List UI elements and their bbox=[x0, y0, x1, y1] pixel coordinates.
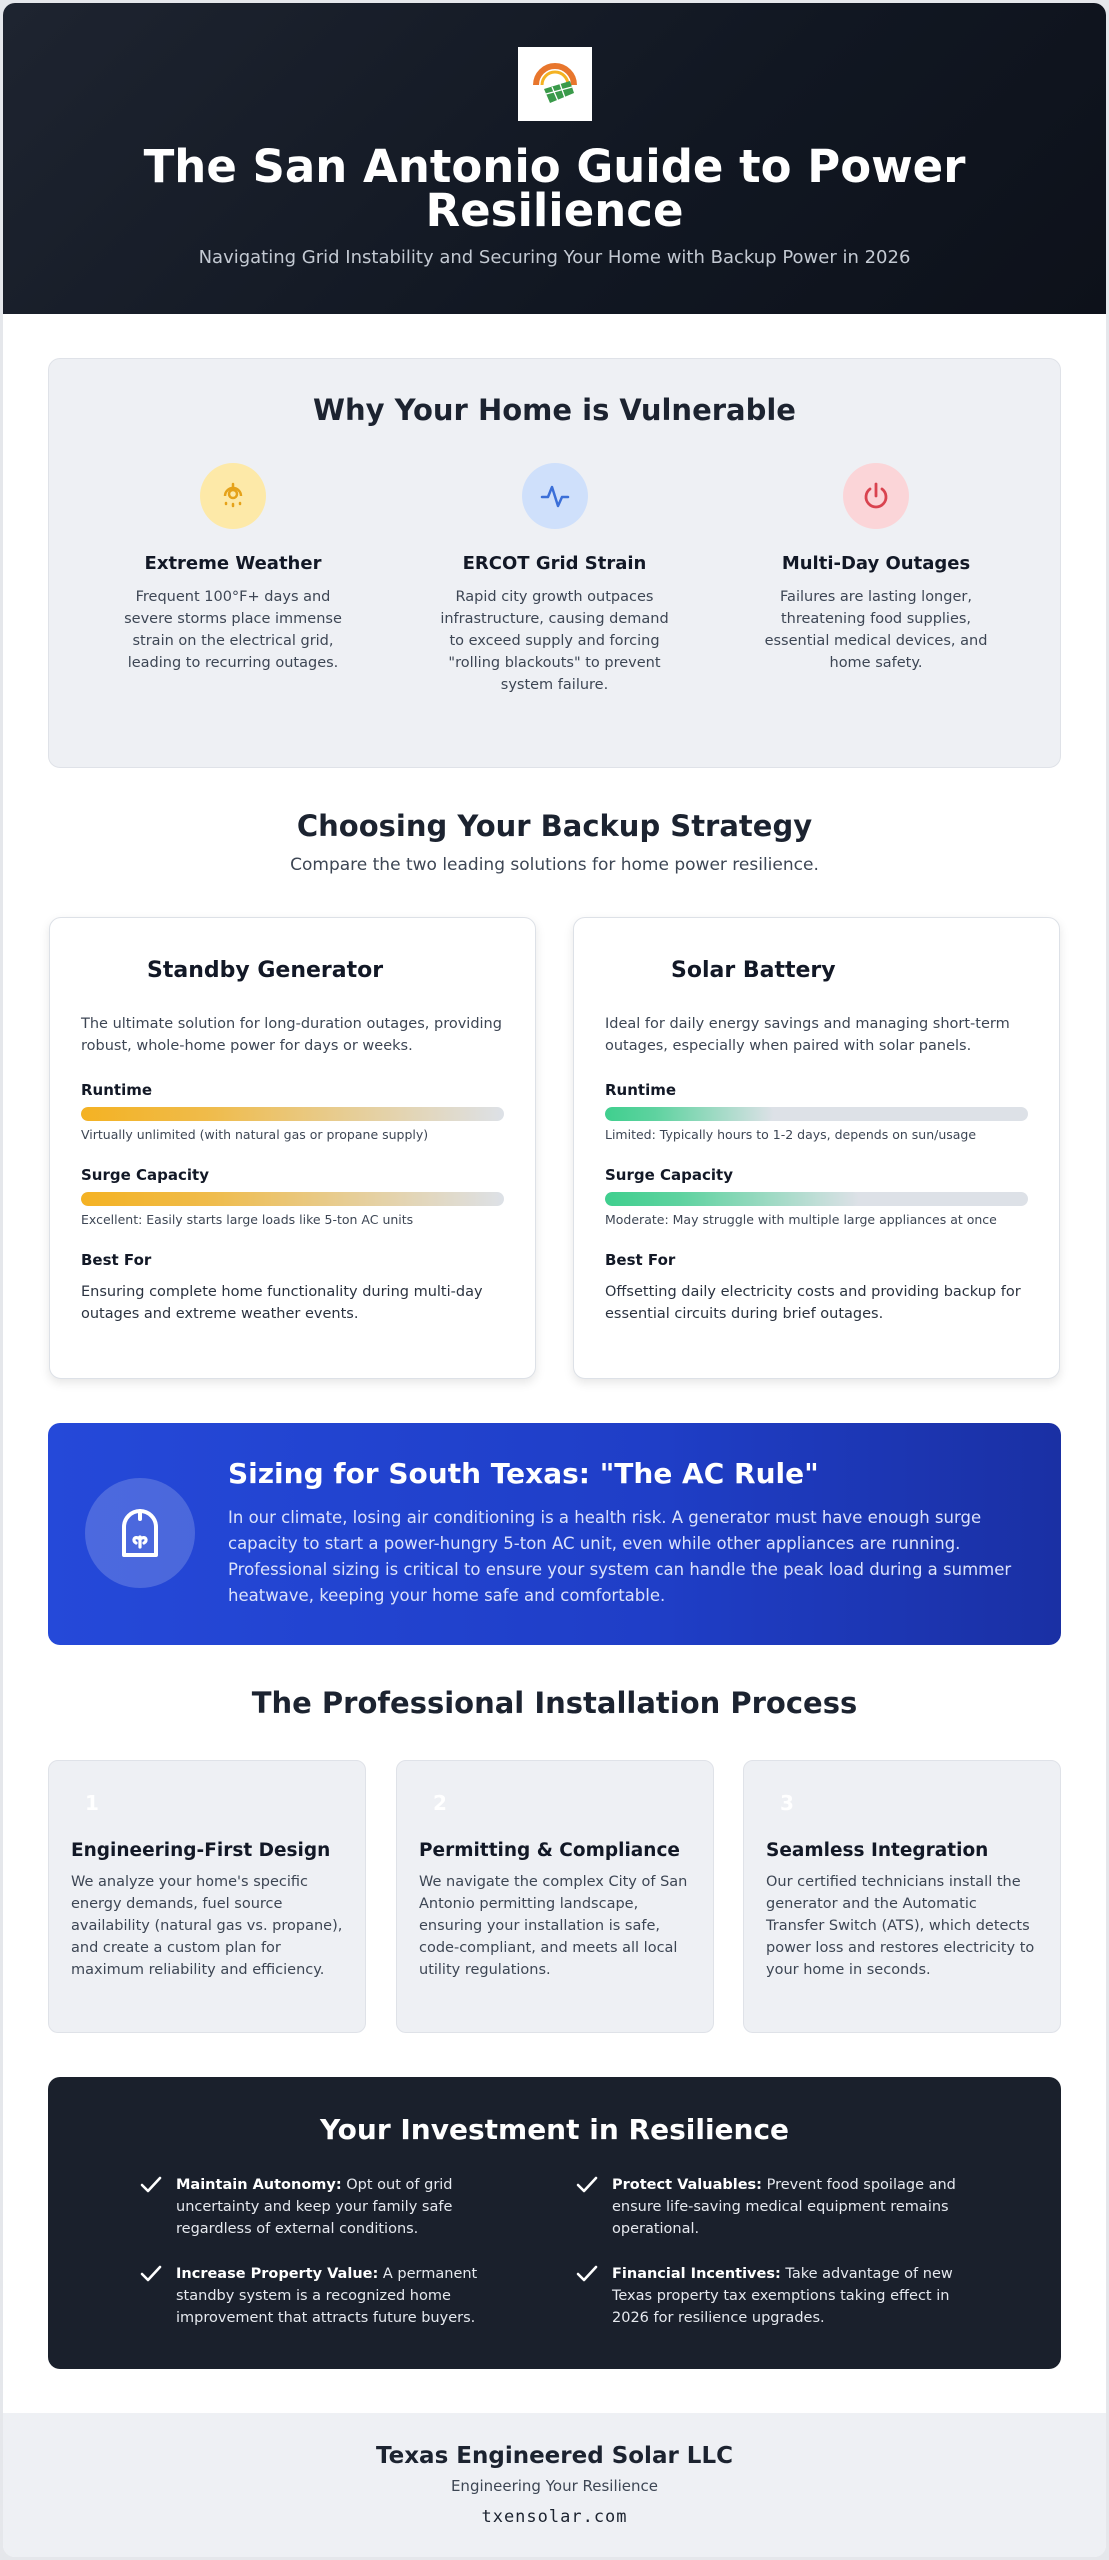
benefit-title: Protect Valuables: bbox=[612, 2177, 762, 2193]
sun-icon bbox=[200, 463, 266, 529]
page-title: The San Antonio Guide to Power Resilience bbox=[143, 140, 966, 237]
runtime-bar bbox=[605, 1107, 1028, 1121]
card-description: The ultimate solution for long-duration outages, providing robust, whole-home power for days or weeks. bbox=[81, 1016, 502, 1054]
vulnerability-title: ERCOT Grid Strain bbox=[462, 553, 647, 574]
investment-section bbox=[48, 2077, 1061, 2369]
company-tagline: Engineering Your Resilience bbox=[450, 2477, 659, 2495]
step-number: 3 bbox=[780, 1791, 794, 1815]
page bbox=[3, 3, 1106, 2557]
runtime-label: Runtime bbox=[605, 1081, 677, 1099]
vulnerability-heading: Why Your Home is Vulnerable bbox=[313, 393, 796, 427]
vulnerability-item bbox=[756, 463, 996, 696]
card-description: Ideal for daily energy savings and managing short-term outages, especially when paired with solar panels. bbox=[605, 1016, 1010, 1054]
step-title: Permitting & Compliance bbox=[419, 1840, 680, 1861]
benefit-text: A permanent standby system is a recognized home improvement that attracts future buyers. bbox=[176, 2266, 478, 2326]
company-name: Texas Engineered Solar LLC bbox=[375, 2443, 734, 2469]
bar-fill bbox=[605, 1107, 774, 1121]
benefit-text: Opt out of grid uncertainty and keep your family safe regardless of external conditions. bbox=[176, 2177, 453, 2237]
ac-rule-banner bbox=[48, 1423, 1061, 1645]
best-for-label: Best For bbox=[81, 1251, 152, 1269]
vulnerability-title: Extreme Weather bbox=[144, 553, 322, 574]
strategy-subheading: Compare the two leading solutions for home power resilience. bbox=[290, 855, 819, 875]
vulnerability-text: Rapid city growth outpaces infrastructure, causing demand to exceed supply and forcing "rolling blackouts" to prevent system failure. bbox=[440, 589, 669, 693]
vulnerability-text: Failures are lasting longer, threatening food supplies, essential medical devices, and home safety. bbox=[764, 589, 988, 671]
surge-label: Surge Capacity bbox=[605, 1166, 733, 1184]
vulnerability-section bbox=[48, 358, 1061, 768]
bar-fill bbox=[81, 1192, 504, 1206]
ac-unit-icon bbox=[85, 1478, 195, 1588]
runtime-bar bbox=[81, 1107, 504, 1121]
ac-rule-text: In our climate, losing air conditioning is a health risk. A generator must have enough surge capacity to start a power-hungry 5-ton AC unit, even while other appliances are running. Professional sizing is critical to ensure your system can handle the peak load during a summer heatwave, keeping your home safe and comfortable. bbox=[228, 1508, 1012, 1605]
footer bbox=[3, 2413, 1106, 2557]
surge-bar bbox=[605, 1192, 1028, 1206]
process-heading: The Professional Installation Process bbox=[251, 1686, 858, 1720]
website-link[interactable]: txensolar.com bbox=[481, 2507, 628, 2527]
card-title: Solar Battery bbox=[671, 958, 836, 983]
step-text: We analyze your home's specific energy demands, fuel source availability (natural gas vs. propane), and create a custom plan for maximum reliability and efficiency. bbox=[71, 1874, 343, 1978]
page-subtitle: Navigating Grid Instability and Securing Your Home with Backup Power in 2026 bbox=[198, 247, 911, 268]
benefit-text: Prevent food spoilage and ensure life-saving medical equipment remains operational. bbox=[612, 2177, 956, 2237]
strategy-heading: Choosing Your Backup Strategy bbox=[296, 809, 813, 843]
best-for-label: Best For bbox=[605, 1251, 676, 1269]
step-title: Engineering-First Design bbox=[71, 1840, 331, 1861]
benefit-item bbox=[140, 2263, 530, 2329]
benefit-title: Financial Incentives: bbox=[612, 2266, 781, 2282]
step-number: 2 bbox=[433, 1791, 447, 1815]
hero-header bbox=[3, 3, 1106, 314]
surge-note: Excellent: Easily starts large loads like 5-ton AC units bbox=[81, 1212, 414, 1227]
power-icon bbox=[843, 463, 909, 529]
benefit-item bbox=[140, 2174, 530, 2240]
card-title: Standby Generator bbox=[147, 958, 384, 983]
process-step bbox=[48, 1760, 366, 2033]
vulnerability-title: Multi-Day Outages bbox=[781, 553, 971, 574]
best-for-text: Ensuring complete home functionality during multi-day outages and extreme weather events. bbox=[81, 1284, 483, 1322]
solar-logo-icon bbox=[518, 47, 592, 121]
benefit-item bbox=[576, 2174, 966, 2240]
check-icon bbox=[576, 2263, 612, 2329]
benefit-item bbox=[576, 2263, 966, 2329]
step-title: Seamless Integration bbox=[766, 1840, 989, 1861]
process-step bbox=[396, 1760, 714, 2033]
bar-fill bbox=[81, 1107, 504, 1121]
best-for-text: Offsetting daily electricity costs and providing backup for essential circuits during brief outages. bbox=[605, 1284, 1021, 1322]
runtime-label: Runtime bbox=[81, 1081, 153, 1099]
pulse-icon bbox=[522, 463, 588, 529]
benefit-text: Take advantage of new Texas property tax exemptions taking effect in 2026 for resilience upgrades. bbox=[612, 2266, 953, 2326]
process-step bbox=[743, 1760, 1061, 2033]
vulnerability-text: Frequent 100°F+ days and severe storms place immense strain on the electrical grid, leading to recurring outages. bbox=[124, 589, 342, 671]
vulnerability-item bbox=[435, 463, 675, 696]
surge-label: Surge Capacity bbox=[81, 1166, 209, 1184]
runtime-note: Virtually unlimited (with natural gas or propane supply) bbox=[81, 1127, 429, 1142]
strategy-header bbox=[3, 809, 1106, 875]
investment-heading: Your Investment in Resilience bbox=[319, 2113, 790, 2146]
surge-note: Moderate: May struggle with multiple large appliances at once bbox=[605, 1212, 997, 1227]
step-text: We navigate the complex City of San Antonio permitting landscape, ensuring your installation is safe, code-compliant, and meets all local utility regulations. bbox=[419, 1874, 688, 1978]
check-icon bbox=[140, 2174, 176, 2240]
benefit-title: Increase Property Value: bbox=[176, 2266, 379, 2282]
bar-fill bbox=[605, 1192, 859, 1206]
vulnerability-item bbox=[113, 463, 353, 696]
benefit-title: Maintain Autonomy: bbox=[176, 2177, 342, 2193]
battery-card bbox=[573, 917, 1060, 1379]
check-icon bbox=[140, 2263, 176, 2329]
check-icon bbox=[576, 2174, 612, 2240]
runtime-note: Limited: Typically hours to 1-2 days, depends on sun/usage bbox=[605, 1127, 977, 1142]
step-text: Our certified technicians install the generator and the Automatic Transfer Switch (ATS), which detects power loss and restores electricity to your home in seconds. bbox=[766, 1874, 1035, 1978]
step-number: 1 bbox=[85, 1791, 99, 1815]
surge-bar bbox=[81, 1192, 504, 1206]
generator-card bbox=[49, 917, 536, 1379]
ac-rule-heading: Sizing for South Texas: "The AC Rule" bbox=[228, 1457, 819, 1490]
